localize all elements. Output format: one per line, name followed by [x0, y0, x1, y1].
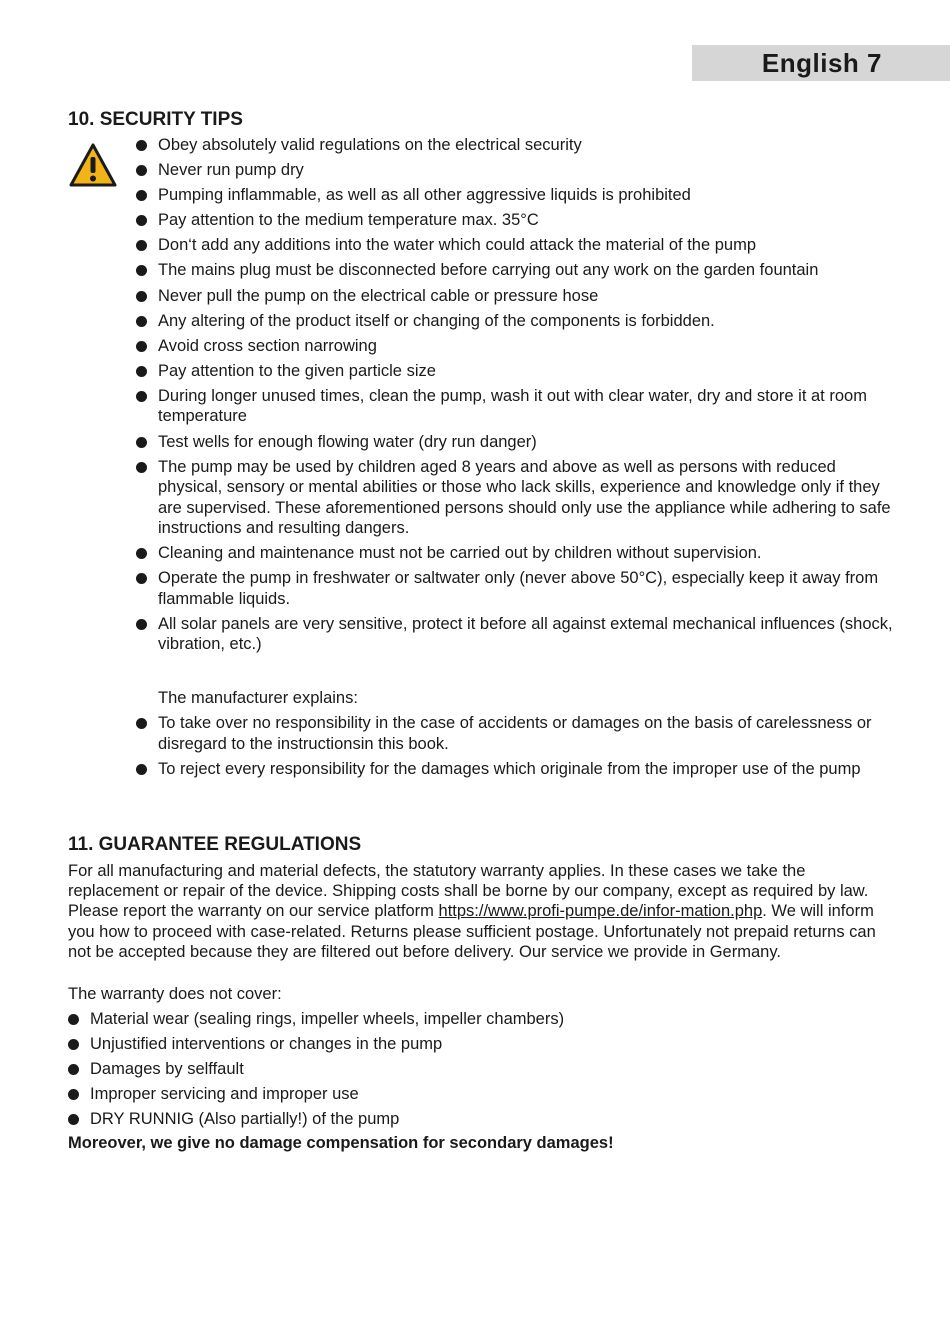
list-item: Improper servicing and improper use: [68, 1084, 888, 1105]
list-item: Avoid cross section narrowing: [136, 336, 896, 357]
guarantee-text-start: For all manufacturing and material defects, the statutory warranty applies. In these cases we take the replacement or repair of the device. Shipping costs shall be borne by our company, except as required by law. Please report the warranty on our service platform: [68, 862, 869, 921]
security-tips-heading: 10. SECURITY TIPS: [68, 109, 243, 130]
guarantee-text-end: . We will inform you how to proceed with case-related. Returns please sufficient postage. Unfortunately not prepaid returns can not be accepted because they are filtered out before delivery. Our service we provide in Germany.: [68, 902, 876, 961]
manufacturer-list: [136, 713, 896, 784]
list-item: DRY RUNNIG (Also partially!) of the pump: [68, 1109, 888, 1130]
list-item: Obey absolutely valid regulations on the electrical security: [136, 135, 896, 156]
warning-triangle-icon: [68, 142, 118, 188]
guarantee-heading: 11. GUARANTEE REGULATIONS: [68, 834, 362, 855]
list-item: Cleaning and maintenance must not be carried out by children without supervision.: [136, 543, 896, 564]
list-item: Operate the pump in freshwater or saltwater only (never above 50°C), especially keep it away from flammable liquids.: [136, 568, 896, 609]
list-item: All solar panels are very sensitive, protect it before all against extemal mechanical influences (shock, vibration, etc.): [136, 614, 896, 655]
not-covered-list: [68, 1009, 888, 1134]
list-item: Pay attention to the given particle size: [136, 361, 896, 382]
list-item: Never pull the pump on the electrical cable or pressure hose: [136, 286, 896, 307]
list-item: To take over no responsibility in the case of accidents or damages on the basis of carelessness or disregard to the instructionsin this book.: [136, 713, 896, 754]
list-item: The mains plug must be disconnected before carrying out any work on the garden fountain: [136, 260, 896, 281]
manufacturer-intro: The manufacturer explains:: [158, 689, 358, 707]
list-item: The pump may be used by children aged 8 years and above as well as persons with reduced physical, sensory or mental abilities or those who lack skills, experience and knowledge only if they are supervised. These aforementioned persons should only use the appliance while adhering to safe instructions and resulting dangers.: [136, 457, 896, 539]
page-label: English 7: [692, 45, 950, 81]
list-item: Don‘t add any additions into the water which could attack the material of the pump: [136, 235, 896, 256]
list-item: Any altering of the product itself or changing of the components is forbidden.: [136, 311, 896, 332]
list-item: During longer unused times, clean the pump, wash it out with clear water, dry and store it at room temperature: [136, 386, 896, 427]
list-item: Never run pump dry: [136, 160, 896, 181]
list-item: Material wear (sealing rings, impeller wheels, impeller chambers): [68, 1009, 888, 1030]
list-item: Unjustified interventions or changes in the pump: [68, 1034, 888, 1055]
list-item: To reject every responsibility for the damages which originale from the improper use of the pump: [136, 759, 896, 780]
service-platform-link[interactable]: https://www.profi-pumpe.de/infor-mation.php: [438, 902, 763, 921]
not-covered-intro: The warranty does not cover:: [68, 985, 282, 1003]
list-item: Damages by selffault: [68, 1059, 888, 1080]
secondary-damages-note: Moreover, we give no damage compensation for secondary damages!: [68, 1134, 614, 1152]
list-item: Pay attention to the medium temperature max. 35°C: [136, 210, 896, 231]
list-item: Test wells for enough flowing water (dry run danger): [136, 432, 896, 453]
guarantee-paragraph: [68, 861, 888, 962]
security-tips-list: [136, 135, 896, 660]
list-item: Pumping inflammable, as well as all other aggressive liquids is prohibited: [136, 185, 896, 206]
